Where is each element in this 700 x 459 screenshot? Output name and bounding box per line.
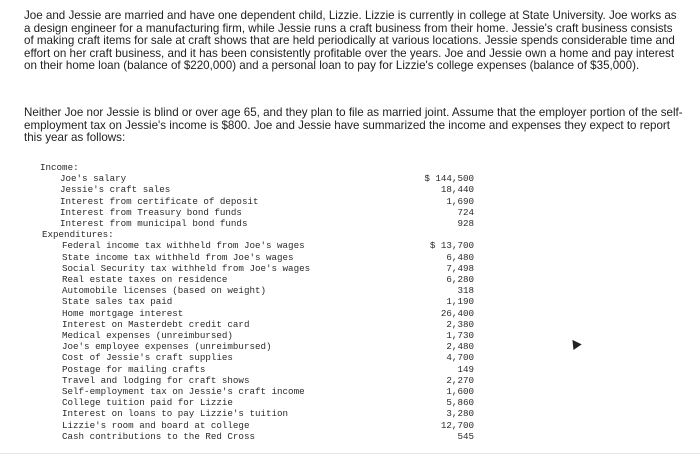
divider xyxy=(0,453,700,454)
assumptions-paragraph: Neither Joe nor Jessie is blind or over age 65, and they plan to file as married joint. Assume that the employer portion of the self-employment tax on Jessie's income is $800. Joe and Jessie have summarized the income and expenses they expect to report this year as follows: xyxy=(24,106,683,145)
expenditure-row xyxy=(0,308,700,319)
expenditure-row-label: Interest on Masterdebt credit card xyxy=(62,319,250,330)
expenditure-row-label: Travel and lodging for craft shows xyxy=(62,375,250,386)
expenditure-row-value: 3,280 xyxy=(446,408,474,419)
expenditure-row-value: 2,480 xyxy=(446,341,474,352)
expenditure-row-value: 1,730 xyxy=(446,330,474,341)
expenditure-row-label: College tuition paid for Lizzie xyxy=(62,397,233,408)
income-row xyxy=(0,173,700,184)
expenditure-row-value: 12,700 xyxy=(440,420,474,431)
expenditure-row xyxy=(0,397,700,408)
expenditure-row xyxy=(0,364,700,375)
expenditure-row-value: 7,498 xyxy=(446,263,474,274)
expenditure-row-value: 2,270 xyxy=(446,375,474,386)
income-row-value: $ 144,500 xyxy=(424,173,474,184)
income-row-label: Joe's salary xyxy=(60,173,127,184)
expenditure-row xyxy=(0,352,700,363)
expenditure-row xyxy=(0,296,700,307)
income-row-value: 928 xyxy=(457,218,474,229)
income-row-value: 18,440 xyxy=(440,184,474,195)
income-row-label: Interest from certificate of deposit xyxy=(60,196,259,207)
income-heading-label: Income: xyxy=(40,162,79,173)
expenditure-row xyxy=(0,408,700,419)
expenditure-row xyxy=(0,420,700,431)
expenditure-row-label: Interest on loans to pay Lizzie's tuition xyxy=(62,408,289,419)
expenditure-row-value: 4,700 xyxy=(446,352,474,363)
expenditure-row-label: Postage for mailing crafts xyxy=(62,364,206,375)
expenditure-row xyxy=(0,274,700,285)
expenditure-row-label: Lizzie's room and board at college xyxy=(62,420,250,431)
expenditure-row-label: Social Security tax withheld from Joe's wages xyxy=(62,263,311,274)
expenditure-row-label: Real estate taxes on residence xyxy=(62,274,228,285)
expenditure-row-label: Medical expenses (unreimbursed) xyxy=(62,330,233,341)
expenditure-row-label: Cash contributions to the Red Cross xyxy=(62,431,255,442)
expenditure-row xyxy=(0,431,700,442)
expenditure-row-value: 26,400 xyxy=(440,308,474,319)
income-row xyxy=(0,196,700,207)
expenditure-row xyxy=(0,263,700,274)
income-row-value: 724 xyxy=(457,207,474,218)
expenditure-row xyxy=(0,386,700,397)
income-row-label: Interest from municipal bond funds xyxy=(60,218,248,229)
expenditure-row-label: Self-employment tax on Jessie's craft income xyxy=(62,386,305,397)
expenditure-row-value: 1,190 xyxy=(446,296,474,307)
expenditure-row-label: State sales tax paid xyxy=(62,296,173,307)
expenditure-row-value: 318 xyxy=(457,285,474,296)
income-row-label: Interest from Treasury bond funds xyxy=(60,207,242,218)
income-heading xyxy=(0,162,700,173)
income-row-value: 1,690 xyxy=(446,196,474,207)
income-row xyxy=(0,218,700,229)
expenditures-heading xyxy=(0,229,700,240)
expenditure-row-value: 545 xyxy=(457,431,474,442)
expenditure-row-label: Home mortgage interest xyxy=(62,308,184,319)
expenditure-row-value: 6,480 xyxy=(446,252,474,263)
scenario-paragraph: Joe and Jessie are married and have one dependent child, Lizzie. Lizzie is currently in college at State University. Joe works as a design engineer for a manufacturing firm, while Jessie runs a craft business from their home. Jessie's craft business consists of making craft items for sale at craft shows that are held periodically at various locations. Jessie spends considerable time and effort on her craft business, and it has been consistently profitable over the years. Joe and Jessie own a home and pay interest on their home loan (balance of $220,000) and a personal loan to pay for Lizzie's college expenses (balance of $35,000). xyxy=(24,9,677,73)
expenditure-row xyxy=(0,240,700,251)
expenditure-row-label: State income tax withheld from Joe's wages xyxy=(62,252,294,263)
expenditure-row-label: Cost of Jessie's craft supplies xyxy=(62,352,233,363)
expenditure-row xyxy=(0,375,700,386)
income-row xyxy=(0,207,700,218)
expenditure-row-value: $ 13,700 xyxy=(429,240,474,251)
expenditure-row xyxy=(0,252,700,263)
expenditure-row-value: 2,380 xyxy=(446,319,474,330)
expenditure-row-value: 6,280 xyxy=(446,274,474,285)
expenditure-row-label: Federal income tax withheld from Joe's wages xyxy=(62,240,305,251)
expenditure-row-value: 5,860 xyxy=(446,397,474,408)
expenditure-row xyxy=(0,285,700,296)
expenditure-row xyxy=(0,319,700,330)
expenditure-row-value: 1,600 xyxy=(446,386,474,397)
income-row xyxy=(0,184,700,195)
income-row-label: Jessie's craft sales xyxy=(60,184,171,195)
expenditures-heading-label: Expenditures: xyxy=(42,229,114,240)
expenditure-row-value: 149 xyxy=(457,364,474,375)
expenditure-row xyxy=(0,341,700,352)
expenditure-row-label: Joe's employee expenses (unreimbursed) xyxy=(62,341,272,352)
expenditure-row xyxy=(0,330,700,341)
expenditure-row-label: Automobile licenses (based on weight) xyxy=(62,285,266,296)
